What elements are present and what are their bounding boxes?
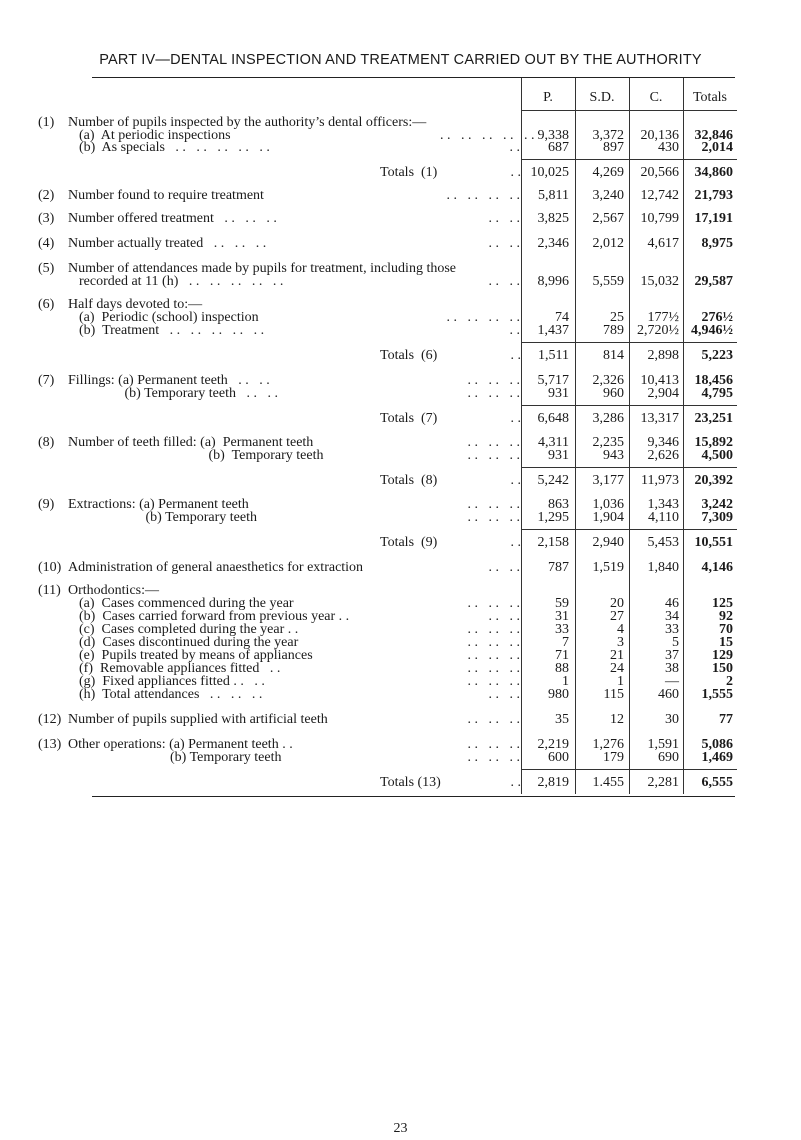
leader-dots: . . . . . . . . . . [440, 128, 535, 143]
leader-dots: . . . . [488, 274, 520, 289]
header-rule [521, 110, 737, 111]
value-p: 3,825 [537, 211, 569, 226]
leader-dots: . . . . . . [467, 510, 520, 525]
top-rule [92, 77, 735, 78]
value-c: 1,591 [647, 737, 679, 752]
value-c: 4,110 [648, 510, 679, 525]
value-sd: 1,519 [592, 560, 624, 575]
value-c: 4,617 [647, 236, 679, 251]
value-sd: 2,940 [592, 535, 624, 550]
value-c: 2,898 [647, 348, 679, 363]
value-p: 59 [555, 596, 569, 611]
leader-dots: . . [492, 140, 520, 155]
value-p: 35 [555, 712, 569, 727]
value-total: 15,892 [694, 435, 733, 450]
value-p: 7 [562, 635, 569, 650]
value-p: 74 [555, 310, 569, 325]
value-sd: 3,286 [592, 411, 624, 426]
value-c: 15,032 [640, 274, 679, 289]
row-label: Number of attendances made by pupils for treatment, including those [68, 261, 457, 276]
value-total: 3,242 [701, 497, 733, 512]
value-sd: 789 [603, 323, 624, 338]
value-sd: 25 [610, 310, 624, 325]
subtotal-rule [521, 405, 737, 406]
value-p: 4,311 [538, 435, 569, 450]
value-sd: 2,326 [592, 373, 624, 388]
value-sd: 3 [617, 635, 624, 650]
totals-label: Totals (9) [380, 535, 438, 550]
value-total: 18,456 [694, 373, 733, 388]
value-total: 32,846 [694, 128, 733, 143]
value-total: 129 [712, 648, 733, 663]
row-number: (11) [38, 583, 61, 598]
row-label: (e) Pupils treated by means of appliances [79, 648, 313, 663]
value-sd: 115 [603, 687, 624, 702]
value-c: 10,413 [640, 373, 679, 388]
value-p: 5,242 [537, 473, 569, 488]
value-sd: 960 [603, 386, 624, 401]
value-p: 787 [548, 560, 569, 575]
leader-dots: . . . . . . [467, 737, 520, 752]
row-label: (b) As specials . . . . . . . . . . [79, 140, 270, 155]
subtotal-rule [521, 467, 737, 468]
value-total: 77 [719, 712, 733, 727]
leader-dots: . . . . . . [467, 386, 520, 401]
bottom-rule [92, 796, 735, 797]
row-label: (b) Temporary teeth . . . . [79, 386, 278, 401]
value-total: 7,309 [701, 510, 733, 525]
value-sd: 3,177 [592, 473, 624, 488]
value-p: 863 [548, 497, 569, 512]
value-sd: 1,276 [592, 737, 624, 752]
leader-dots: . . . . [488, 211, 520, 226]
leader-dots: . . . . . . [467, 661, 520, 676]
row-label: (b) Temporary teeth [79, 750, 282, 765]
row-label: recorded at 11 (h) . . . . . . . . . . [79, 274, 284, 289]
value-sd: 2,235 [592, 435, 624, 450]
row-number: (6) [38, 297, 55, 312]
value-c: 2,281 [647, 775, 679, 790]
row-label: (b) Treatment . . . . . . . . . . [79, 323, 265, 338]
value-c: 12,742 [640, 188, 679, 203]
leader-dots: . . [510, 411, 521, 426]
leader-dots: . . [510, 165, 521, 180]
value-c: 46 [665, 596, 679, 611]
value-total: 5,086 [701, 737, 733, 752]
value-p: 1,295 [537, 510, 569, 525]
value-c: 2,626 [647, 448, 679, 463]
leader-dots: . . . . . . . . [446, 310, 520, 325]
row-label: Number of teeth filled: (a) Permanent teeth [68, 435, 314, 450]
value-p: 10,025 [530, 165, 569, 180]
row-number: (5) [38, 261, 55, 276]
value-total: 20,392 [694, 473, 733, 488]
leader-dots: . . . . [488, 236, 520, 251]
value-total: 10,551 [694, 535, 733, 550]
row-label: (g) Fixed appliances fitted . . . . [79, 674, 265, 689]
value-total: 4,500 [701, 448, 733, 463]
row-number: (13) [38, 737, 62, 752]
value-c: 5 [672, 635, 679, 650]
value-total: 34,860 [694, 165, 733, 180]
leader-dots: . . . . . . [467, 674, 520, 689]
value-p: 2,819 [537, 775, 569, 790]
value-sd: 12 [610, 712, 624, 727]
row-label: Number offered treatment . . . . . . [68, 211, 277, 226]
value-total: 29,587 [694, 274, 733, 289]
value-total: 4,146 [701, 560, 733, 575]
value-c: 20,136 [640, 128, 679, 143]
value-sd: 897 [603, 140, 624, 155]
leader-dots: . . . . . . [467, 435, 520, 450]
subtotal-rule [521, 342, 737, 343]
row-label: Half days devoted to:— [68, 297, 203, 312]
page-number: 23 [393, 1121, 408, 1136]
value-p: 2,158 [537, 535, 569, 550]
row-label: (b) Temporary teeth [79, 510, 257, 525]
leader-dots: . . [510, 535, 521, 550]
leader-dots: . . . . [488, 687, 520, 702]
value-total: 150 [712, 661, 733, 676]
leader-dots: . . [510, 473, 521, 488]
value-sd: 179 [603, 750, 624, 765]
value-p: 88 [555, 661, 569, 676]
value-p: 8,996 [537, 274, 569, 289]
value-p: 5,811 [538, 188, 569, 203]
header-totals: Totals [692, 90, 727, 105]
value-total: 1,555 [701, 687, 733, 702]
row-label: (b) Temporary teeth [79, 448, 324, 463]
value-sd: 1,904 [592, 510, 624, 525]
row-label: Number of pupils inspected by the authority’s dental officers:— [68, 115, 427, 130]
leader-dots: . . . . . . [467, 712, 520, 727]
row-number: (12) [38, 712, 62, 727]
value-p: 9,338 [537, 128, 569, 143]
leader-dots: . . . . . . . . [446, 188, 520, 203]
value-sd: 20 [610, 596, 624, 611]
value-total: 6,555 [701, 775, 733, 790]
value-sd: 5,559 [592, 274, 624, 289]
leader-dots: . . [510, 348, 521, 363]
row-label: (f) Removable appliances fitted . . [79, 661, 281, 676]
value-total: 92 [719, 609, 733, 624]
leader-dots: . . . . . . [467, 497, 520, 512]
value-c: 1,840 [647, 560, 679, 575]
row-label: Number found to require treatment [68, 188, 264, 203]
leader-dots: . . . . . . [467, 622, 520, 637]
value-sd: 4,269 [592, 165, 624, 180]
totals-label: Totals (1) [380, 165, 438, 180]
value-p: 1,437 [537, 323, 569, 338]
value-c: 2,904 [647, 386, 679, 401]
value-p: 31 [555, 609, 569, 624]
value-p: 5,717 [537, 373, 569, 388]
row-number: (1) [38, 115, 55, 130]
value-p: 687 [548, 140, 569, 155]
header-p: P. [543, 90, 553, 105]
leader-dots: . . . . . . [467, 635, 520, 650]
subtotal-rule [521, 529, 737, 530]
value-c: 38 [665, 661, 679, 676]
value-total: 21,793 [694, 188, 733, 203]
value-total: 23,251 [694, 411, 733, 426]
value-p: 600 [548, 750, 569, 765]
value-total: 4,795 [701, 386, 733, 401]
row-label: Administration of general anaesthetics for extraction [68, 560, 364, 575]
value-total: 1,469 [701, 750, 733, 765]
totals-label: Totals (7) [380, 411, 438, 426]
value-c: 177½ [647, 310, 679, 325]
leader-dots: . . . . [478, 560, 520, 575]
value-c: 10,799 [640, 211, 679, 226]
value-total: 70 [719, 622, 733, 637]
leader-dots: . . . . . . [467, 750, 520, 765]
value-c: 1,343 [647, 497, 679, 512]
leader-dots: . . [499, 323, 520, 338]
value-p: 2,346 [537, 236, 569, 251]
leader-dots: . . . . [478, 609, 520, 624]
subtotal-rule [521, 159, 737, 160]
row-label: Orthodontics:— [68, 583, 159, 598]
value-total: 15 [719, 635, 733, 650]
row-number: (3) [38, 211, 55, 226]
row-label: Number of pupils supplied with artificial teeth [68, 712, 328, 727]
value-total: 4,946½ [691, 323, 733, 338]
value-sd: 814 [603, 348, 624, 363]
row-label: Extractions: (a) Permanent teeth [68, 497, 249, 512]
leader-dots: . . . . . . [467, 648, 520, 663]
value-total: 2 [726, 674, 733, 689]
row-number: (2) [38, 188, 55, 203]
row-label: Number actually treated . . . . . . [68, 236, 267, 251]
value-sd: 1,036 [592, 497, 624, 512]
row-label: Other operations: (a) Permanent teeth . . [68, 737, 293, 752]
value-c: 37 [665, 648, 679, 663]
value-c: 5,453 [647, 535, 679, 550]
row-number: (10) [38, 560, 62, 575]
row-label: (a) Cases commenced during the year [79, 596, 294, 611]
value-c: 20,566 [640, 165, 679, 180]
leader-dots: . . . . . . [467, 448, 520, 463]
value-c: 13,317 [640, 411, 679, 426]
row-label: (c) Cases completed during the year . . [79, 622, 299, 637]
value-total: 8,975 [701, 236, 733, 251]
value-sd: 1 [617, 674, 624, 689]
value-p: 6,648 [537, 411, 569, 426]
value-p: 931 [548, 386, 569, 401]
page-title: PART IV—DENTAL INSPECTION AND TREATMENT CARRIED OUT BY THE AUTHORITY [99, 52, 702, 68]
value-sd: 1.455 [592, 775, 624, 790]
value-sd: 4 [617, 622, 624, 637]
value-sd: 3,240 [592, 188, 624, 203]
value-c: 690 [658, 750, 679, 765]
value-total: 2,014 [701, 140, 733, 155]
row-label: Fillings: (a) Permanent teeth . . . . [68, 373, 270, 388]
value-p: 1,511 [538, 348, 569, 363]
value-sd: 21 [610, 648, 624, 663]
value-c: 430 [658, 140, 679, 155]
header-c: C. [649, 90, 663, 105]
value-total: 5,223 [701, 348, 733, 363]
value-sd: 24 [610, 661, 624, 676]
value-c: 34 [665, 609, 679, 624]
row-label: (a) At periodic inspections [79, 128, 231, 143]
value-p: 33 [555, 622, 569, 637]
value-sd: 3,372 [592, 128, 624, 143]
value-sd: 2,012 [592, 236, 624, 251]
value-p: 1 [562, 674, 569, 689]
value-p: 71 [555, 648, 569, 663]
value-c: 11,973 [641, 473, 679, 488]
row-label: (a) Periodic (school) inspection [79, 310, 259, 325]
subtotal-rule [521, 769, 737, 770]
value-c: 2,720½ [637, 323, 679, 338]
row-number: (7) [38, 373, 55, 388]
value-c: 33 [665, 622, 679, 637]
value-c: 9,346 [647, 435, 679, 450]
value-p: 931 [548, 448, 569, 463]
row-label: (d) Cases discontinued during the year [79, 635, 299, 650]
value-p: 980 [548, 687, 569, 702]
leader-dots: . . . . . . [467, 373, 520, 388]
leader-dots: . . . . . . [467, 596, 520, 611]
value-c: — [665, 674, 679, 689]
value-sd: 943 [603, 448, 624, 463]
row-number: (8) [38, 435, 55, 450]
leader-dots: . . [510, 775, 521, 790]
totals-label: Totals (8) [380, 473, 438, 488]
value-p: 2,219 [537, 737, 569, 752]
totals-label: Totals (6) [380, 348, 438, 363]
row-label: (b) Cases carried forward from previous year . . [79, 609, 350, 624]
value-total: 17,191 [694, 211, 733, 226]
value-sd: 2,567 [592, 211, 624, 226]
row-number: (4) [38, 236, 55, 251]
totals-label: Totals (13) [380, 775, 441, 790]
value-total: 276½ [701, 310, 733, 325]
header-sd: S.D. [589, 90, 615, 105]
row-label: (h) Total attendances . . . . . . [79, 687, 263, 702]
value-c: 30 [665, 712, 679, 727]
value-sd: 27 [610, 609, 624, 624]
value-total: 125 [712, 596, 733, 611]
value-c: 460 [658, 687, 679, 702]
row-number: (9) [38, 497, 55, 512]
